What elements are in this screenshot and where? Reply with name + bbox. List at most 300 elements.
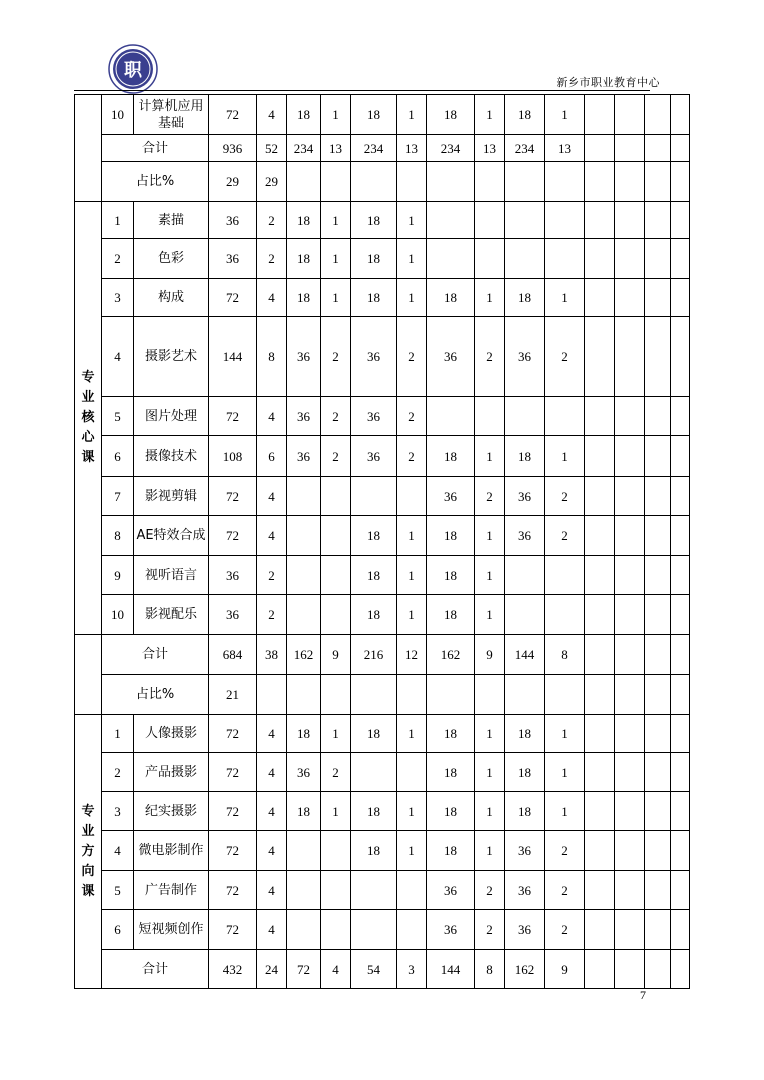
total-cell: 8 — [545, 635, 585, 675]
hours-cell: 4 — [257, 715, 287, 753]
empty-cell — [615, 279, 645, 317]
hours-cell: 1 — [397, 279, 427, 317]
empty-cell — [615, 436, 645, 477]
table-row — [75, 635, 690, 675]
total-cell: 234 — [427, 135, 475, 162]
hours-cell: 18 — [351, 279, 397, 317]
hours-cell: 1 — [475, 516, 505, 556]
hours-cell: 1 — [545, 715, 585, 753]
course-no: 3 — [102, 792, 134, 831]
hours-cell: 72 — [209, 516, 257, 556]
course-name: 计算机应用基础 — [134, 95, 209, 135]
group-label-direction — [75, 715, 102, 989]
empty-cell — [585, 135, 615, 162]
empty-cell — [671, 397, 690, 436]
course-name: 视听语言 — [134, 556, 209, 595]
hours-cell: 1 — [321, 239, 351, 279]
table-row — [75, 556, 690, 595]
empty-cell — [585, 477, 615, 516]
empty-cell — [615, 871, 645, 910]
empty-cell — [671, 239, 690, 279]
empty-cell — [645, 910, 671, 950]
hours-cell: 18 — [505, 792, 545, 831]
hours-cell: 1 — [397, 202, 427, 239]
empty-cell — [505, 675, 545, 715]
hours-cell — [397, 871, 427, 910]
table-row — [75, 397, 690, 436]
empty-cell — [475, 675, 505, 715]
total-label: 合计 — [102, 635, 209, 675]
hours-cell: 1 — [397, 595, 427, 635]
hours-cell: 4 — [257, 397, 287, 436]
hours-cell: 18 — [351, 831, 397, 871]
course-no: 4 — [102, 831, 134, 871]
hours-cell: 1 — [321, 792, 351, 831]
empty-cell — [615, 595, 645, 635]
empty-cell — [645, 715, 671, 753]
empty-cell — [427, 162, 475, 202]
empty-cell — [645, 871, 671, 910]
ratio-label: 占比% — [102, 675, 209, 715]
hours-cell: 72 — [209, 871, 257, 910]
hours-cell: 18 — [427, 279, 475, 317]
hours-cell: 1 — [545, 95, 585, 135]
hours-cell: 1 — [321, 202, 351, 239]
empty-cell — [287, 675, 321, 715]
table-row — [75, 595, 690, 635]
empty-cell — [671, 871, 690, 910]
hours-cell: 18 — [351, 595, 397, 635]
hours-cell — [475, 239, 505, 279]
course-no: 10 — [102, 95, 134, 135]
total-label: 合计 — [102, 950, 209, 989]
hours-cell — [351, 871, 397, 910]
hours-cell: 72 — [209, 279, 257, 317]
course-no: 7 — [102, 477, 134, 516]
hours-cell: 36 — [287, 397, 321, 436]
hours-cell: 18 — [351, 715, 397, 753]
hours-cell: 2 — [321, 317, 351, 397]
table-row — [75, 477, 690, 516]
hours-cell: 36 — [287, 317, 321, 397]
hours-cell — [351, 910, 397, 950]
hours-cell — [287, 910, 321, 950]
hours-cell: 1 — [397, 239, 427, 279]
course-no: 6 — [102, 910, 134, 950]
hours-cell: 18 — [427, 556, 475, 595]
hours-cell — [427, 202, 475, 239]
table-row — [75, 950, 690, 989]
group-label-text: 专业方向课 — [81, 803, 95, 899]
hours-cell: 18 — [351, 516, 397, 556]
course-name: 色彩 — [134, 239, 209, 279]
hours-cell: 1 — [321, 715, 351, 753]
empty-cell — [545, 675, 585, 715]
hours-cell — [287, 595, 321, 635]
hours-cell: 1 — [545, 753, 585, 792]
empty-cell — [585, 397, 615, 436]
table-row — [75, 317, 690, 397]
hours-cell: 1 — [475, 556, 505, 595]
hours-cell: 36 — [351, 436, 397, 477]
total-cell: 3 — [397, 950, 427, 989]
empty-cell — [615, 675, 645, 715]
hours-cell: 18 — [505, 753, 545, 792]
hours-cell: 6 — [257, 436, 287, 477]
hours-cell — [475, 202, 505, 239]
course-name: 人像摄影 — [134, 715, 209, 753]
hours-cell: 4 — [257, 279, 287, 317]
hours-cell — [321, 477, 351, 516]
empty-cell — [671, 477, 690, 516]
hours-cell: 72 — [209, 831, 257, 871]
empty-cell — [615, 715, 645, 753]
total-cell: 13 — [475, 135, 505, 162]
hours-cell — [545, 397, 585, 436]
empty-cell — [645, 516, 671, 556]
empty-cell — [585, 436, 615, 477]
empty-cell — [585, 162, 615, 202]
course-no: 9 — [102, 556, 134, 595]
empty-cell — [585, 753, 615, 792]
hours-cell: 72 — [209, 397, 257, 436]
course-no: 1 — [102, 202, 134, 239]
hours-cell: 36 — [287, 753, 321, 792]
hours-cell: 72 — [209, 715, 257, 753]
course-name: 微电影制作 — [134, 831, 209, 871]
empty-cell — [671, 831, 690, 871]
total-cell: 144 — [505, 635, 545, 675]
course-no: 5 — [102, 397, 134, 436]
hours-cell: 1 — [545, 279, 585, 317]
course-no: 4 — [102, 317, 134, 397]
empty-cell — [585, 595, 615, 635]
empty-cell — [671, 556, 690, 595]
course-no: 3 — [102, 279, 134, 317]
group-label-core — [75, 202, 102, 635]
empty-cell — [427, 675, 475, 715]
total-cell: 54 — [351, 950, 397, 989]
hours-cell: 2 — [257, 202, 287, 239]
hours-cell: 36 — [505, 871, 545, 910]
hours-cell: 18 — [351, 792, 397, 831]
total-cell: 234 — [505, 135, 545, 162]
empty-cell — [645, 753, 671, 792]
empty-cell — [615, 831, 645, 871]
hours-cell: 144 — [209, 317, 257, 397]
empty-cell — [615, 477, 645, 516]
hours-cell: 4 — [257, 831, 287, 871]
course-no: 10 — [102, 595, 134, 635]
empty-cell — [671, 910, 690, 950]
empty-cell — [615, 516, 645, 556]
total-cell: 24 — [257, 950, 287, 989]
course-name: 纪实摄影 — [134, 792, 209, 831]
hours-cell — [545, 239, 585, 279]
school-logo — [108, 44, 158, 94]
empty-cell — [585, 556, 615, 595]
hours-cell — [287, 556, 321, 595]
empty-cell — [585, 516, 615, 556]
hours-cell: 8 — [257, 317, 287, 397]
total-cell: 13 — [545, 135, 585, 162]
empty-cell — [671, 436, 690, 477]
hours-cell — [427, 397, 475, 436]
total-cell: 4 — [321, 950, 351, 989]
empty-cell — [671, 202, 690, 239]
total-cell: 38 — [257, 635, 287, 675]
empty-cell — [615, 95, 645, 135]
hours-cell: 2 — [475, 317, 505, 397]
hours-cell: 4 — [257, 516, 287, 556]
hours-cell: 1 — [397, 516, 427, 556]
empty-cell — [645, 635, 671, 675]
empty-cell — [615, 910, 645, 950]
total-cell: 216 — [351, 635, 397, 675]
total-cell: 234 — [287, 135, 321, 162]
hours-cell: 1 — [397, 831, 427, 871]
course-name: 摄影艺术 — [134, 317, 209, 397]
hours-cell: 18 — [287, 95, 321, 135]
empty-cell — [671, 753, 690, 792]
table-row — [75, 95, 690, 135]
hours-cell: 36 — [287, 436, 321, 477]
hours-cell — [475, 397, 505, 436]
hours-cell: 72 — [209, 792, 257, 831]
table-row — [75, 910, 690, 950]
hours-cell: 36 — [209, 556, 257, 595]
hours-cell: 36 — [427, 871, 475, 910]
hours-cell: 36 — [427, 910, 475, 950]
hours-cell: 36 — [427, 317, 475, 397]
empty-cell — [671, 516, 690, 556]
total-cell: 432 — [209, 950, 257, 989]
table-row — [75, 239, 690, 279]
empty-cell — [585, 910, 615, 950]
empty-cell — [671, 792, 690, 831]
empty-cell — [645, 831, 671, 871]
empty-cell — [397, 675, 427, 715]
table-row — [75, 831, 690, 871]
hours-cell: 2 — [475, 910, 505, 950]
empty-cell — [645, 135, 671, 162]
hours-cell: 18 — [287, 792, 321, 831]
hours-cell: 1 — [321, 279, 351, 317]
hours-cell — [321, 871, 351, 910]
empty-cell — [671, 279, 690, 317]
hours-cell: 18 — [351, 95, 397, 135]
hours-cell: 2 — [397, 317, 427, 397]
hours-cell: 36 — [505, 910, 545, 950]
hours-cell: 36 — [209, 239, 257, 279]
hours-cell: 18 — [351, 202, 397, 239]
organization-name: 新乡市职业教育中心 — [556, 76, 660, 89]
course-no: 5 — [102, 871, 134, 910]
empty-cell — [585, 831, 615, 871]
hours-cell: 1 — [475, 715, 505, 753]
empty-cell — [645, 162, 671, 202]
empty-cell — [351, 675, 397, 715]
hours-cell: 18 — [427, 831, 475, 871]
hours-cell: 36 — [351, 397, 397, 436]
empty-cell — [671, 595, 690, 635]
ratio-cell: 29 — [257, 162, 287, 202]
empty-cell — [585, 202, 615, 239]
hours-cell — [545, 595, 585, 635]
empty-cell — [585, 950, 615, 989]
hours-cell: 1 — [475, 595, 505, 635]
empty-cell — [645, 556, 671, 595]
hours-cell — [397, 477, 427, 516]
hours-cell: 1 — [321, 95, 351, 135]
empty-cell — [615, 792, 645, 831]
hours-cell: 36 — [209, 202, 257, 239]
empty-cell — [615, 635, 645, 675]
course-name: 产品摄影 — [134, 753, 209, 792]
table-row — [75, 279, 690, 317]
course-name: 构成 — [134, 279, 209, 317]
empty-cell — [645, 792, 671, 831]
hours-cell: 18 — [287, 202, 321, 239]
hours-cell: 2 — [397, 397, 427, 436]
course-name: 广告制作 — [134, 871, 209, 910]
hours-cell: 4 — [257, 753, 287, 792]
hours-cell: 72 — [209, 477, 257, 516]
empty-cell — [671, 317, 690, 397]
group-label-prev — [75, 95, 102, 202]
hours-cell: 72 — [209, 95, 257, 135]
empty-cell — [287, 162, 321, 202]
table-row — [75, 753, 690, 792]
empty-cell — [615, 317, 645, 397]
hours-cell: 1 — [397, 715, 427, 753]
total-cell: 234 — [351, 135, 397, 162]
hours-cell: 2 — [475, 871, 505, 910]
total-cell: 9 — [321, 635, 351, 675]
hours-cell: 36 — [427, 477, 475, 516]
empty-cell — [645, 317, 671, 397]
empty-cell — [645, 950, 671, 989]
page-number: 7 — [640, 988, 646, 1002]
empty-cell — [645, 95, 671, 135]
hours-cell — [287, 516, 321, 556]
empty-cell — [615, 162, 645, 202]
empty-cell — [545, 162, 585, 202]
hours-cell: 2 — [545, 871, 585, 910]
hours-cell: 2 — [545, 516, 585, 556]
hours-cell: 18 — [351, 556, 397, 595]
hours-cell: 18 — [427, 436, 475, 477]
header-divider — [74, 90, 650, 91]
hours-cell: 2 — [257, 556, 287, 595]
total-cell: 52 — [257, 135, 287, 162]
empty-cell — [321, 162, 351, 202]
empty-cell — [671, 162, 690, 202]
empty-cell — [585, 317, 615, 397]
hours-cell — [505, 595, 545, 635]
total-cell: 684 — [209, 635, 257, 675]
hours-cell: 2 — [257, 595, 287, 635]
hours-cell: 2 — [257, 239, 287, 279]
hours-cell: 1 — [475, 831, 505, 871]
hours-cell: 2 — [545, 910, 585, 950]
hours-cell: 36 — [505, 477, 545, 516]
hours-cell: 2 — [545, 477, 585, 516]
table-row — [75, 871, 690, 910]
hours-cell: 18 — [505, 279, 545, 317]
ratio-cell: 29 — [209, 162, 257, 202]
total-cell: 9 — [545, 950, 585, 989]
hours-cell — [397, 910, 427, 950]
empty-cell — [671, 950, 690, 989]
hours-cell: 72 — [209, 753, 257, 792]
table-row — [75, 202, 690, 239]
empty-cell — [645, 397, 671, 436]
empty-cell — [585, 675, 615, 715]
hours-cell: 36 — [505, 516, 545, 556]
hours-cell — [351, 477, 397, 516]
hours-cell — [545, 556, 585, 595]
empty-cell — [615, 556, 645, 595]
total-cell: 936 — [209, 135, 257, 162]
hours-cell: 1 — [545, 436, 585, 477]
empty-cell — [475, 162, 505, 202]
hours-cell: 4 — [257, 477, 287, 516]
empty-cell — [505, 162, 545, 202]
empty-cell — [671, 715, 690, 753]
empty-cell — [615, 135, 645, 162]
total-cell: 144 — [427, 950, 475, 989]
empty-cell — [671, 95, 690, 135]
hours-cell: 18 — [505, 436, 545, 477]
hours-cell: 18 — [351, 239, 397, 279]
hours-cell — [505, 556, 545, 595]
table-row — [75, 516, 690, 556]
hours-cell: 2 — [545, 831, 585, 871]
empty-cell — [615, 239, 645, 279]
course-no: 6 — [102, 436, 134, 477]
hours-cell — [287, 831, 321, 871]
hours-cell: 4 — [257, 910, 287, 950]
hours-cell — [505, 397, 545, 436]
empty-cell — [645, 675, 671, 715]
hours-cell: 18 — [427, 753, 475, 792]
empty-cell — [585, 871, 615, 910]
hours-cell: 1 — [545, 792, 585, 831]
empty-cell — [615, 397, 645, 436]
table-row — [75, 675, 690, 715]
ratio-label: 占比% — [102, 162, 209, 202]
total-label: 合计 — [102, 135, 209, 162]
empty-cell — [645, 279, 671, 317]
hours-cell — [287, 871, 321, 910]
empty-cell — [671, 675, 690, 715]
course-name: 影视剪辑 — [134, 477, 209, 516]
hours-cell: 1 — [475, 753, 505, 792]
hours-cell: 4 — [257, 871, 287, 910]
hours-cell: 108 — [209, 436, 257, 477]
total-cell: 8 — [475, 950, 505, 989]
hours-cell: 2 — [397, 436, 427, 477]
total-cell: 13 — [397, 135, 427, 162]
hours-cell: 1 — [475, 279, 505, 317]
hours-cell — [505, 202, 545, 239]
hours-cell: 72 — [209, 910, 257, 950]
hours-cell: 1 — [475, 792, 505, 831]
course-name: 短视频创作 — [134, 910, 209, 950]
empty-cell — [397, 162, 427, 202]
hours-cell: 2 — [321, 753, 351, 792]
